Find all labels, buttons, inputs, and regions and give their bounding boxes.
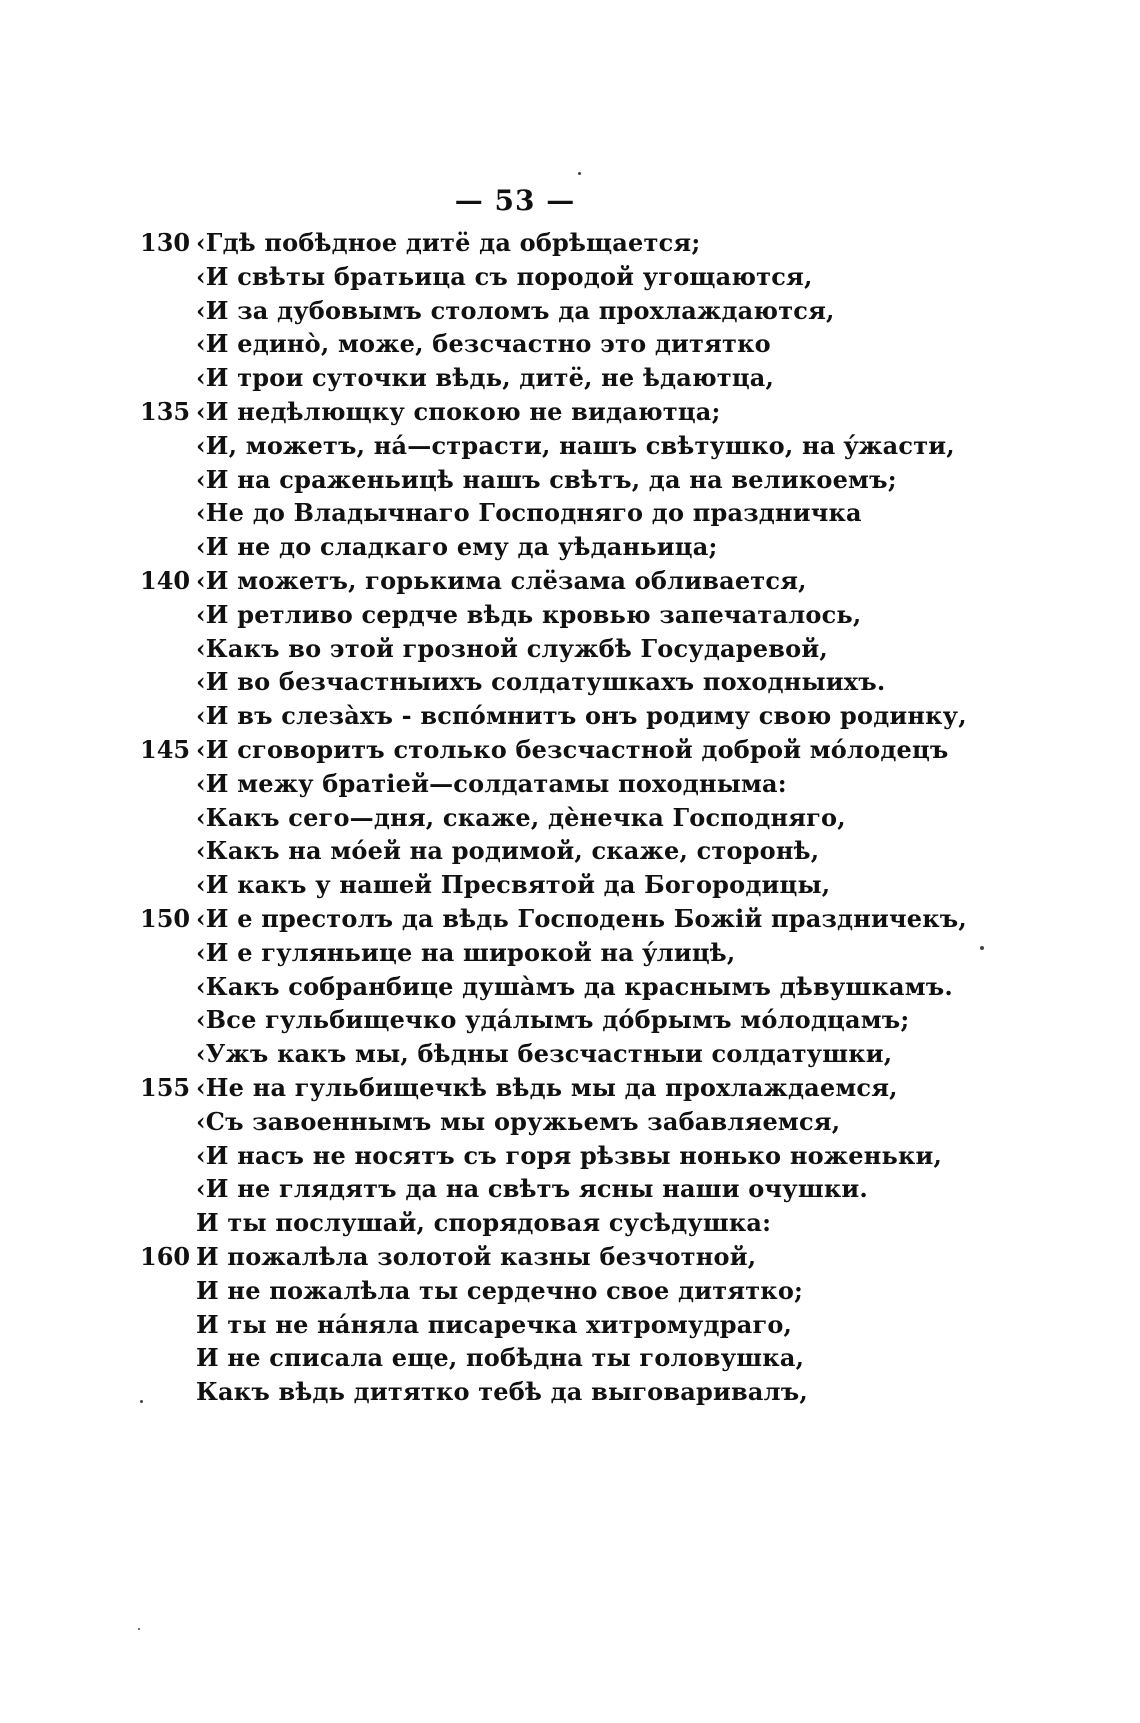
verse-text: ‹Какъ собранбице душàмъ да краснымъ дѣвушкамъ.	[196, 971, 953, 1001]
verse-text: ‹И недѣлющку спокою не видаютца;	[196, 396, 721, 426]
verse-text: ‹И е престолъ да вѣдь Господень Божій праздничекъ,	[196, 903, 967, 933]
verse-line	[0, 395, 1140, 429]
verse-text: ‹Ужъ какъ мы, бѣдны безсчастныи солдатушки,	[196, 1039, 893, 1069]
verse-line	[0, 294, 1140, 328]
verse-text: ‹Не на гульбищечкѣ вѣдь мы да прохлаждаемся,	[196, 1072, 898, 1102]
verse-line	[0, 1105, 1140, 1139]
verse-line	[0, 1375, 1140, 1409]
page-number: — 53 —	[454, 184, 576, 217]
verse-line	[0, 1206, 1140, 1240]
verse-text: ‹Все гульбищечко удáлымъ дóбрымъ мóлодцамъ;	[196, 1005, 910, 1035]
verse-line	[0, 767, 1140, 801]
verse-text: ‹И за дубовымъ столомъ да прохлаждаются,	[196, 295, 835, 325]
verse-text: И пожалѣла золотой казны безчотной,	[196, 1241, 757, 1271]
verse-text: ‹И трои суточки вѣдь, дитё, не ѣдаютца,	[196, 363, 775, 393]
verse-text: И не пожалѣла ты сердечно свое дитятко;	[196, 1275, 804, 1305]
line-number: 150	[140, 903, 191, 933]
verse-line	[0, 801, 1140, 835]
verse-line	[0, 902, 1140, 936]
verse-line	[0, 327, 1140, 361]
verse-line	[0, 429, 1140, 463]
line-number: 130	[140, 228, 191, 257]
verse-line	[0, 463, 1140, 497]
verse-line	[0, 632, 1140, 666]
line-number: 140	[140, 565, 191, 595]
line-number: 145	[140, 734, 191, 764]
verse-line	[0, 1003, 1140, 1037]
verse-line	[0, 260, 1140, 294]
verse-text: ‹Какъ на мóей на родимой, скаже, сторонѣ,	[196, 836, 820, 866]
line-number: 155	[140, 1072, 191, 1102]
verse-line	[0, 226, 1140, 260]
verse-line	[0, 1240, 1140, 1274]
verse-text: ‹И въ слезàхъ - вспóмнитъ онъ родиму свою родинку,	[196, 701, 967, 731]
verse-text: И ты послушай, спорядовая сусѣдушка:	[196, 1208, 772, 1238]
verse-line	[0, 699, 1140, 733]
verse-text: ‹И какъ у нашей Пресвятой да Богородицы,	[196, 870, 831, 900]
verse-line	[0, 1308, 1140, 1342]
verse-text: ‹И во безчастныихъ солдатушкахъ походныихъ.	[196, 667, 886, 697]
verse-text: ‹Какъ сего—дня, скаже, дèнечка Господняго,	[196, 802, 846, 832]
verse-text: ‹И можетъ, горькима слёзама обливается,	[196, 565, 807, 595]
verse-line	[0, 936, 1140, 970]
verse-text: ‹И сговоритъ столько безсчастной доброй мóлодецъ	[196, 734, 949, 764]
ink-speck	[140, 1400, 143, 1403]
verse-text: ‹И единò, може, безсчастно это дитятко	[196, 329, 771, 359]
verse-text: ‹И, можетъ, нá—страсти, нашъ свѣтушко, на ýжасти,	[196, 430, 955, 460]
verse-text: ‹Не до Владычнаго Господняго до праздничка	[196, 498, 862, 528]
ink-speck	[980, 946, 984, 950]
verse-text: Какъ вѣдь дитятко тебѣ да выговаривалъ,	[196, 1377, 808, 1407]
ink-speck	[138, 1628, 140, 1630]
verse-text: ‹И е гуляньице на широкой на ýлицѣ,	[196, 937, 736, 967]
verse-text: ‹И ретливо сердче вѣдь кровью запечаталось,	[196, 599, 862, 629]
verse-line	[0, 834, 1140, 868]
verse-text: И ты не нáняла писаречка хитромудраго,	[196, 1309, 793, 1339]
line-number: 160	[140, 1241, 191, 1271]
verse-text: ‹И свѣты братьица съ породой угощаются,	[196, 261, 813, 291]
verse-text: ‹И межу братіей—солдатамы походныма:	[196, 768, 787, 798]
line-number: 135	[140, 396, 191, 426]
verse-line	[0, 598, 1140, 632]
verse-line	[0, 868, 1140, 902]
verse-line	[0, 1341, 1140, 1375]
verse-line	[0, 1037, 1140, 1071]
verse-line	[0, 564, 1140, 598]
verse-line	[0, 1071, 1140, 1105]
verse-text: ‹Гдѣ побѣдное дитё да обрѣщается;	[196, 228, 701, 257]
verse-line	[0, 1139, 1140, 1173]
verse-text: ‹Какъ во этой грозной службѣ Государевой,	[196, 633, 828, 663]
verse-line	[0, 361, 1140, 395]
verse-line	[0, 970, 1140, 1004]
verse-text: ‹И не до сладкаго ему да уѣданьица;	[196, 532, 718, 562]
verse-text: ‹И на сраженьицѣ нашъ свѣтъ, да на великоемъ;	[196, 464, 897, 494]
verse-line	[0, 665, 1140, 699]
verse-line	[0, 733, 1140, 767]
verse-line	[0, 1274, 1140, 1308]
poem-text	[0, 226, 1140, 1409]
ink-speck	[578, 172, 581, 175]
verse-text: ‹И не глядятъ да на свѣтъ ясны наши очушки.	[196, 1174, 868, 1204]
verse-line	[0, 530, 1140, 564]
verse-text: ‹Съ завоеннымъ мы оружьемъ забавляемся,	[196, 1106, 841, 1136]
verse-text: И не списала еще, побѣдна ты головушка,	[196, 1343, 805, 1373]
verse-text: ‹И насъ не носятъ съ горя рѣзвы нонько ноженьки,	[196, 1140, 943, 1170]
verse-line	[0, 496, 1140, 530]
verse-line	[0, 1172, 1140, 1206]
